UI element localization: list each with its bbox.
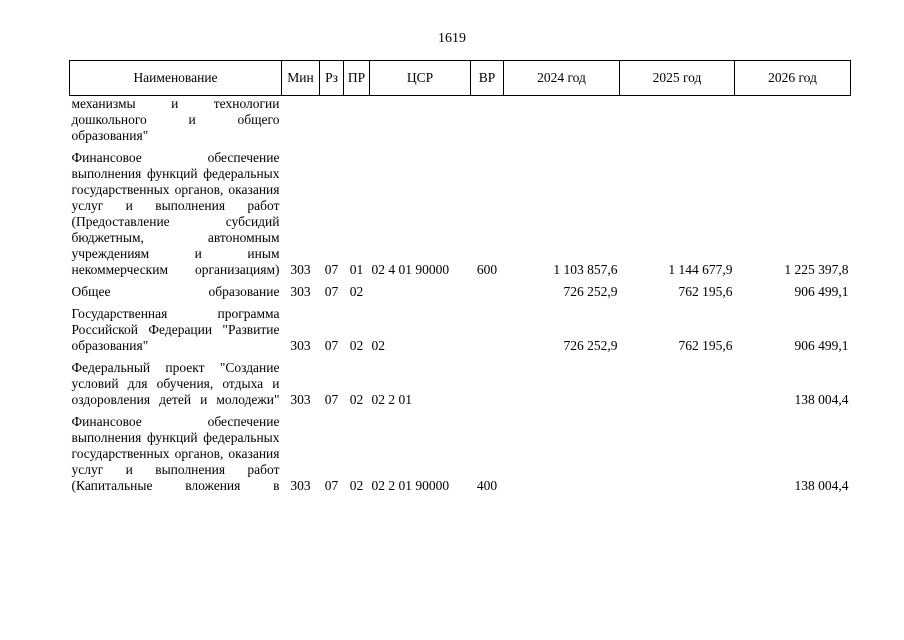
row-2025: [620, 360, 735, 408]
row-vr: [471, 306, 504, 354]
row-min: 303: [290, 338, 311, 353]
page-number: 1619: [438, 31, 466, 46]
row-vr: [471, 96, 504, 145]
row-csr: [370, 96, 471, 145]
row-pr: 02: [349, 284, 364, 299]
row-2025: [620, 96, 735, 145]
row-2025: [620, 414, 735, 494]
row-2025: 762 195,6: [678, 338, 733, 353]
row-2026: 906 499,1: [794, 338, 849, 353]
header-2026: 2026 год: [735, 61, 851, 96]
header-pr: ПР: [344, 61, 370, 96]
row-2024: 1 103 857,6: [553, 262, 618, 277]
budget-table: [69, 60, 851, 494]
row-csr: 02 4 01 90000: [371, 262, 450, 277]
row-name: Федеральный проект "Создание условий для обучения, отдыха и оздоровления детей и молодежи": [71, 360, 280, 407]
row-2024: [504, 96, 620, 145]
row-name: Общее образование: [71, 284, 280, 299]
row-name: Финансовое обеспечение выполнения функций федеральных государственных органов, оказания услуг и выполнения работ (Предоставление субсидий бюджетным, автономным учреждениям и иным некоммерческим организациям): [71, 150, 280, 277]
row-min: 303: [290, 392, 311, 407]
row-csr: 02: [371, 338, 385, 353]
row-min: 303: [290, 284, 311, 299]
table-header-row: [70, 61, 851, 96]
row-vr: 400: [476, 478, 498, 493]
row-2024: 726 252,9: [563, 338, 618, 353]
row-pr: 02: [349, 478, 364, 493]
header-rz: Рз: [320, 61, 344, 96]
row-rz: 07: [324, 478, 339, 493]
row-csr: [370, 284, 471, 300]
row-min: [282, 96, 320, 145]
row-rz: 07: [324, 284, 339, 299]
row-pr: 02: [349, 338, 364, 353]
row-2026: 138 004,4: [794, 392, 849, 407]
table-row: [70, 96, 851, 145]
row-2024: 726 252,9: [563, 284, 618, 299]
row-2026: 138 004,4: [794, 478, 849, 493]
row-min: 303: [290, 262, 311, 277]
row-min: 303: [290, 478, 311, 493]
row-2024: [504, 360, 620, 408]
row-vr: [471, 284, 504, 300]
table-row: [70, 284, 851, 300]
header-min: Мин: [282, 61, 320, 96]
row-name: Финансовое обеспечение выполнения функций федеральных государственных органов, оказания услуг и выполнения работ (Капитальные вложения в: [71, 414, 280, 493]
row-2024: [504, 414, 620, 494]
row-rz: 07: [324, 338, 339, 353]
row-csr: 02 2 01: [371, 392, 412, 407]
row-pr: [344, 96, 370, 145]
row-2026: 1 225 397,8: [784, 262, 849, 277]
table-row: [70, 414, 851, 494]
header-vr: ВР: [471, 61, 504, 96]
row-vr: [471, 360, 504, 408]
row-csr: 02 2 01 90000: [371, 478, 450, 493]
row-name: Государственная программа Российской Федерации "Развитие образования": [71, 306, 280, 353]
table-row: [70, 150, 851, 278]
header-2025: 2025 год: [620, 61, 735, 96]
header-name: Наименование: [70, 61, 282, 96]
table-row: [70, 360, 851, 408]
row-2025: 762 195,6: [678, 284, 733, 299]
header-csr: ЦСР: [370, 61, 471, 96]
header-2024: 2024 год: [504, 61, 620, 96]
row-rz: 07: [324, 262, 339, 277]
row-pr: 01: [349, 262, 364, 277]
row-vr: 600: [476, 262, 498, 277]
row-name: механизмы и технологии дошкольного и общего образования": [71, 96, 280, 143]
row-rz: [320, 96, 344, 145]
row-2026: [735, 96, 851, 145]
row-pr: 02: [349, 392, 364, 407]
row-2026: 906 499,1: [794, 284, 849, 299]
row-rz: 07: [324, 392, 339, 407]
table-row: [70, 306, 851, 354]
row-2025: 1 144 677,9: [668, 262, 733, 277]
